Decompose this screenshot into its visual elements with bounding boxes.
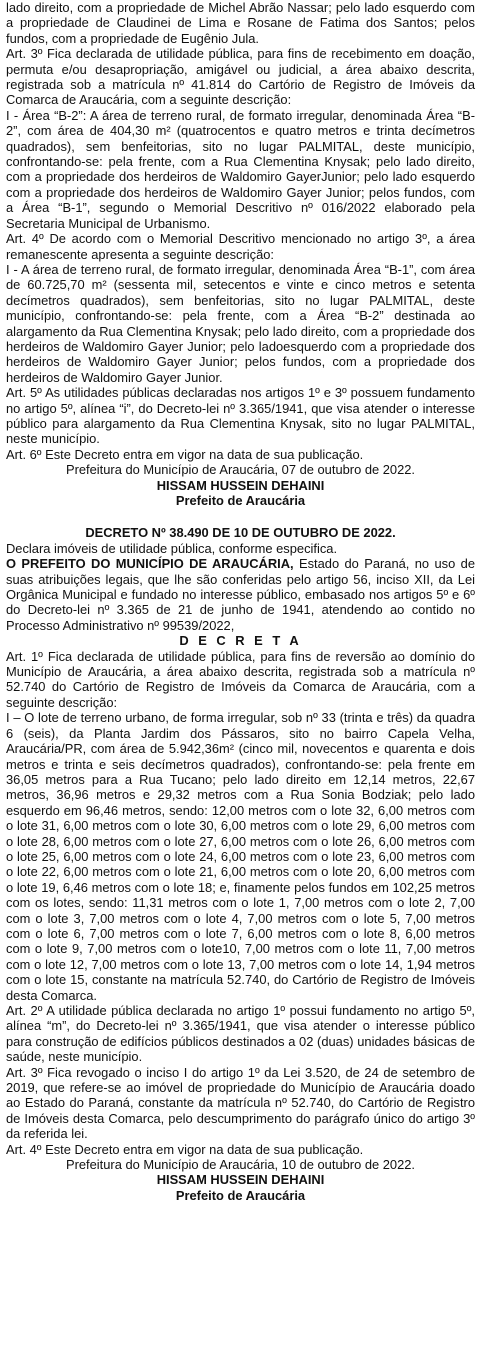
- decree-heading: DECRETO Nº 38.490 DE 10 DE OUTUBRO DE 2022.: [85, 525, 396, 541]
- article-4-item: I - A área de terreno rural, de formato irregular, denominada Área “B-1”, com área de 60.725,70 m² (sessenta mil, setecentos e vinte e cinco metros e setenta decímetros quadrados), sem benfeitorias, sito no lugar PALMITAL, deste município, confrontando-se: pela frente, com a Área “B-2” destinada ao alargamento da Rua Clementina Knysak; pelo lado direito, com a propriedade dos herdeiros de Waldomiro Gayer Junior; pelo ladoesquerdo com a propriedade dos herdeiros de Waldomiro Gayer Junior; pelos fundos, com a propriedade dos herdeiros de Waldomiro Gayer Junior.: [6, 261, 475, 385]
- article-4: Art. 4º De acordo com o Memorial Descritivo mencionado no artigo 3º, a área remanescente apresenta a seguinte descrição:: [6, 231, 475, 262]
- article-3: Art. 3º Fica revogado o inciso I do artigo 1º da Lei 3.520, de 24 de setembro de 2019, que refere-se ao imóvel de propriedade do Município de Araucária doado ao Estado do Paraná, constante da matrícula nº 52.740, do Cartório de Registro de Imóveis desta Comarca, pelo descumprimento do parágrafo único do artigo 3º da referida lei.: [6, 1064, 475, 1142]
- article-2: Art. 2º A utilidade pública declarada no artigo 1º possui fundamento no artigo 5º, alínea “m”, do Decreto-lei nº 3.365/1941, que visa atender o interesse público para construção de edifícios públicos destinados a 02 (duas) unidades básicas de saúde, neste município.: [6, 1003, 475, 1065]
- signer-name: HISSAM HUSSEIN DEHAINI: [156, 477, 325, 493]
- decree-previous: [6, 0, 475, 508]
- section-gap: [6, 508, 475, 525]
- signer-name: HISSAM HUSSEIN DEHAINI: [156, 1172, 325, 1188]
- article-3-item: I - Área “B-2”: A área de terreno rural, de formato irregular, denominada Área “B-2”, com área de 404,30 m² (quatrocentos e quatro metros e trinta decímetros quadrados), sem benfeitorias, sito no lugar PALMITAL, deste município, confrontando-se: pela frente, com a Rua Clementina Knysak; pelo lado direito, com a propriedade dos herdeiros de Waldomiro GayerJunior; pelo lado esquerdo com a propriedade dos herdeiros de Waldomiro Gayer Junior; pelos fundos, com a Área “B-1”, segundo o Memorial Descritivo nº 016/2022 elaborado pela Secretaria Municipal de Urbanismo.: [6, 107, 475, 231]
- article-5: Art. 5º As utilidades públicas declaradas nos artigos 1º e 3º possuem fundamento no artigo 5º, alínea “i”, do Decreto-lei nº 3.365/1941, que visa atender o interesse público para alargamento da Rua Clementina Knysak, sito no lugar PALMITAL, neste município.: [6, 385, 475, 447]
- article-1: Art. 1º Fica declarada de utilidade pública, para fins de reversão ao domínio do Município de Araucária, a área abaixo descrita, registrada sob a matrícula nº 52.740 do Cartório de Registro de Imóveis da Comarca de Araucária, com a seguinte descrição:: [6, 648, 475, 710]
- preamble-lead: O PREFEITO DO MUNICÍPIO DE ARAUCÁRIA,: [6, 556, 294, 572]
- preamble-text: Estado do Paraná, no uso de suas atribuições legais, que lhe são conferidas pelo artigo 56, inciso XII, da Lei Orgânica Municipal e fundado no interesse público, embasado nos artigos 5º e 6º do Decreto-lei nº 3.365 de 21 de junho de 1941, atendendo ao contido no Processo Administrativo nº 99539/2022,: [6, 556, 475, 633]
- decree-ementa: Declara imóveis de utilidade pública, conforme especifica.: [6, 540, 338, 556]
- article-1-item: I – O lote de terreno urbano, de forma irregular, sob nº 33 (trinta e três) da quadra 6 (seis), da Planta Jardim dos Pássaros, sito no bairro Capela Velha, Araucária/PR, com área de 5.942,36m² (cinco mil, novecentos e quarenta e dois metros e trinta e seis decímetros quadrados), confrontando-se: pela frente em 36,05 metros para a Rua Tucano; pelo lado direito em 12,14 metros, 22,67 metros, 36,96 metros e 29,32 metros com a Rua Sonia Bodziak; pelo lado esquerdo em 96,46 metros, sendo: 12,00 metros com o lote 32, 6,00 metros com o lote 31, 6,00 metros com o lote 30, 6,00 metros com o lote 29, 6,00 metros com o lote 28, 6,00 metros com o lote 27, 6,00 metros com o lote 26, 6,00 metros com o lote 25, 6,00 metros com o lote 24, 6,00 metros com o lote 23, 6,00 metros com o lote 22, 6,00 metros com o lote 21, 6,00 metros com o lote 20, 6,00 metros com o lote 19, 6,46 metros com o lote 18; e, finamente pelos fundos em 102,25 metros com os lotes, sendo: 11,31 metros com o lote 1, 7,00 metros com o lote 2, 7,00 com o lote 3, 7,00 metros com o lote 4, 7,00 metros com o lote 5, 7,00 metros com o lote 6, 7,00 metros com o lote 7, 6,00 metros com o lote 8, 6,00 metros com o lote 9, 7,00 metros com o lote10, 7,00 metros com o lote 11, 7,00 metros com o lote 12, 7,00 metros com o lote 13, 7,00 metros com o lote 14, 1,94 metros com o lote 15, constante na matrícula 52.740, do Cartório de Registro de Imóveis desta Comarca.: [6, 710, 475, 1003]
- article-4: Art. 4º Este Decreto entra em vigor na data de sua publicação.: [6, 1141, 364, 1157]
- decree-preamble: [6, 556, 475, 633]
- signer-title: Prefeito de Araucária: [175, 493, 306, 508]
- article-6: Art. 6º Este Decreto entra em vigor na data de sua publicação.: [6, 446, 364, 462]
- art2-tail: lado direito, com a propriedade de Michel Abrão Nassar; pelo lado esquerdo com a propriedade de Claudinei de Lima e Rosane de Fatima dos Santos; pelos fundos, com a propriedade de Eugênio Jula.: [6, 0, 475, 46]
- place-date: Prefeitura do Município de Araucária, 07 de outubro de 2022.: [66, 462, 415, 478]
- decreta-heading: D E C R E T A: [179, 633, 302, 649]
- signer-title: Prefeito de Araucária: [175, 1187, 306, 1203]
- article-3: Art. 3º Fica declarada de utilidade pública, para fins de recebimento em doação, permuta e/ou desapropriação, amigável ou judicial, a área abaixo descrita, registrada sob a matrícula nº 41.814 do Cartório de Registro de Imóveis da Comarca de Araucária, com a seguinte descrição:: [6, 46, 475, 108]
- place-date: Prefeitura do Município de Araucária, 10 de outubro de 2022.: [66, 1157, 415, 1173]
- decree-38490: [6, 525, 475, 1203]
